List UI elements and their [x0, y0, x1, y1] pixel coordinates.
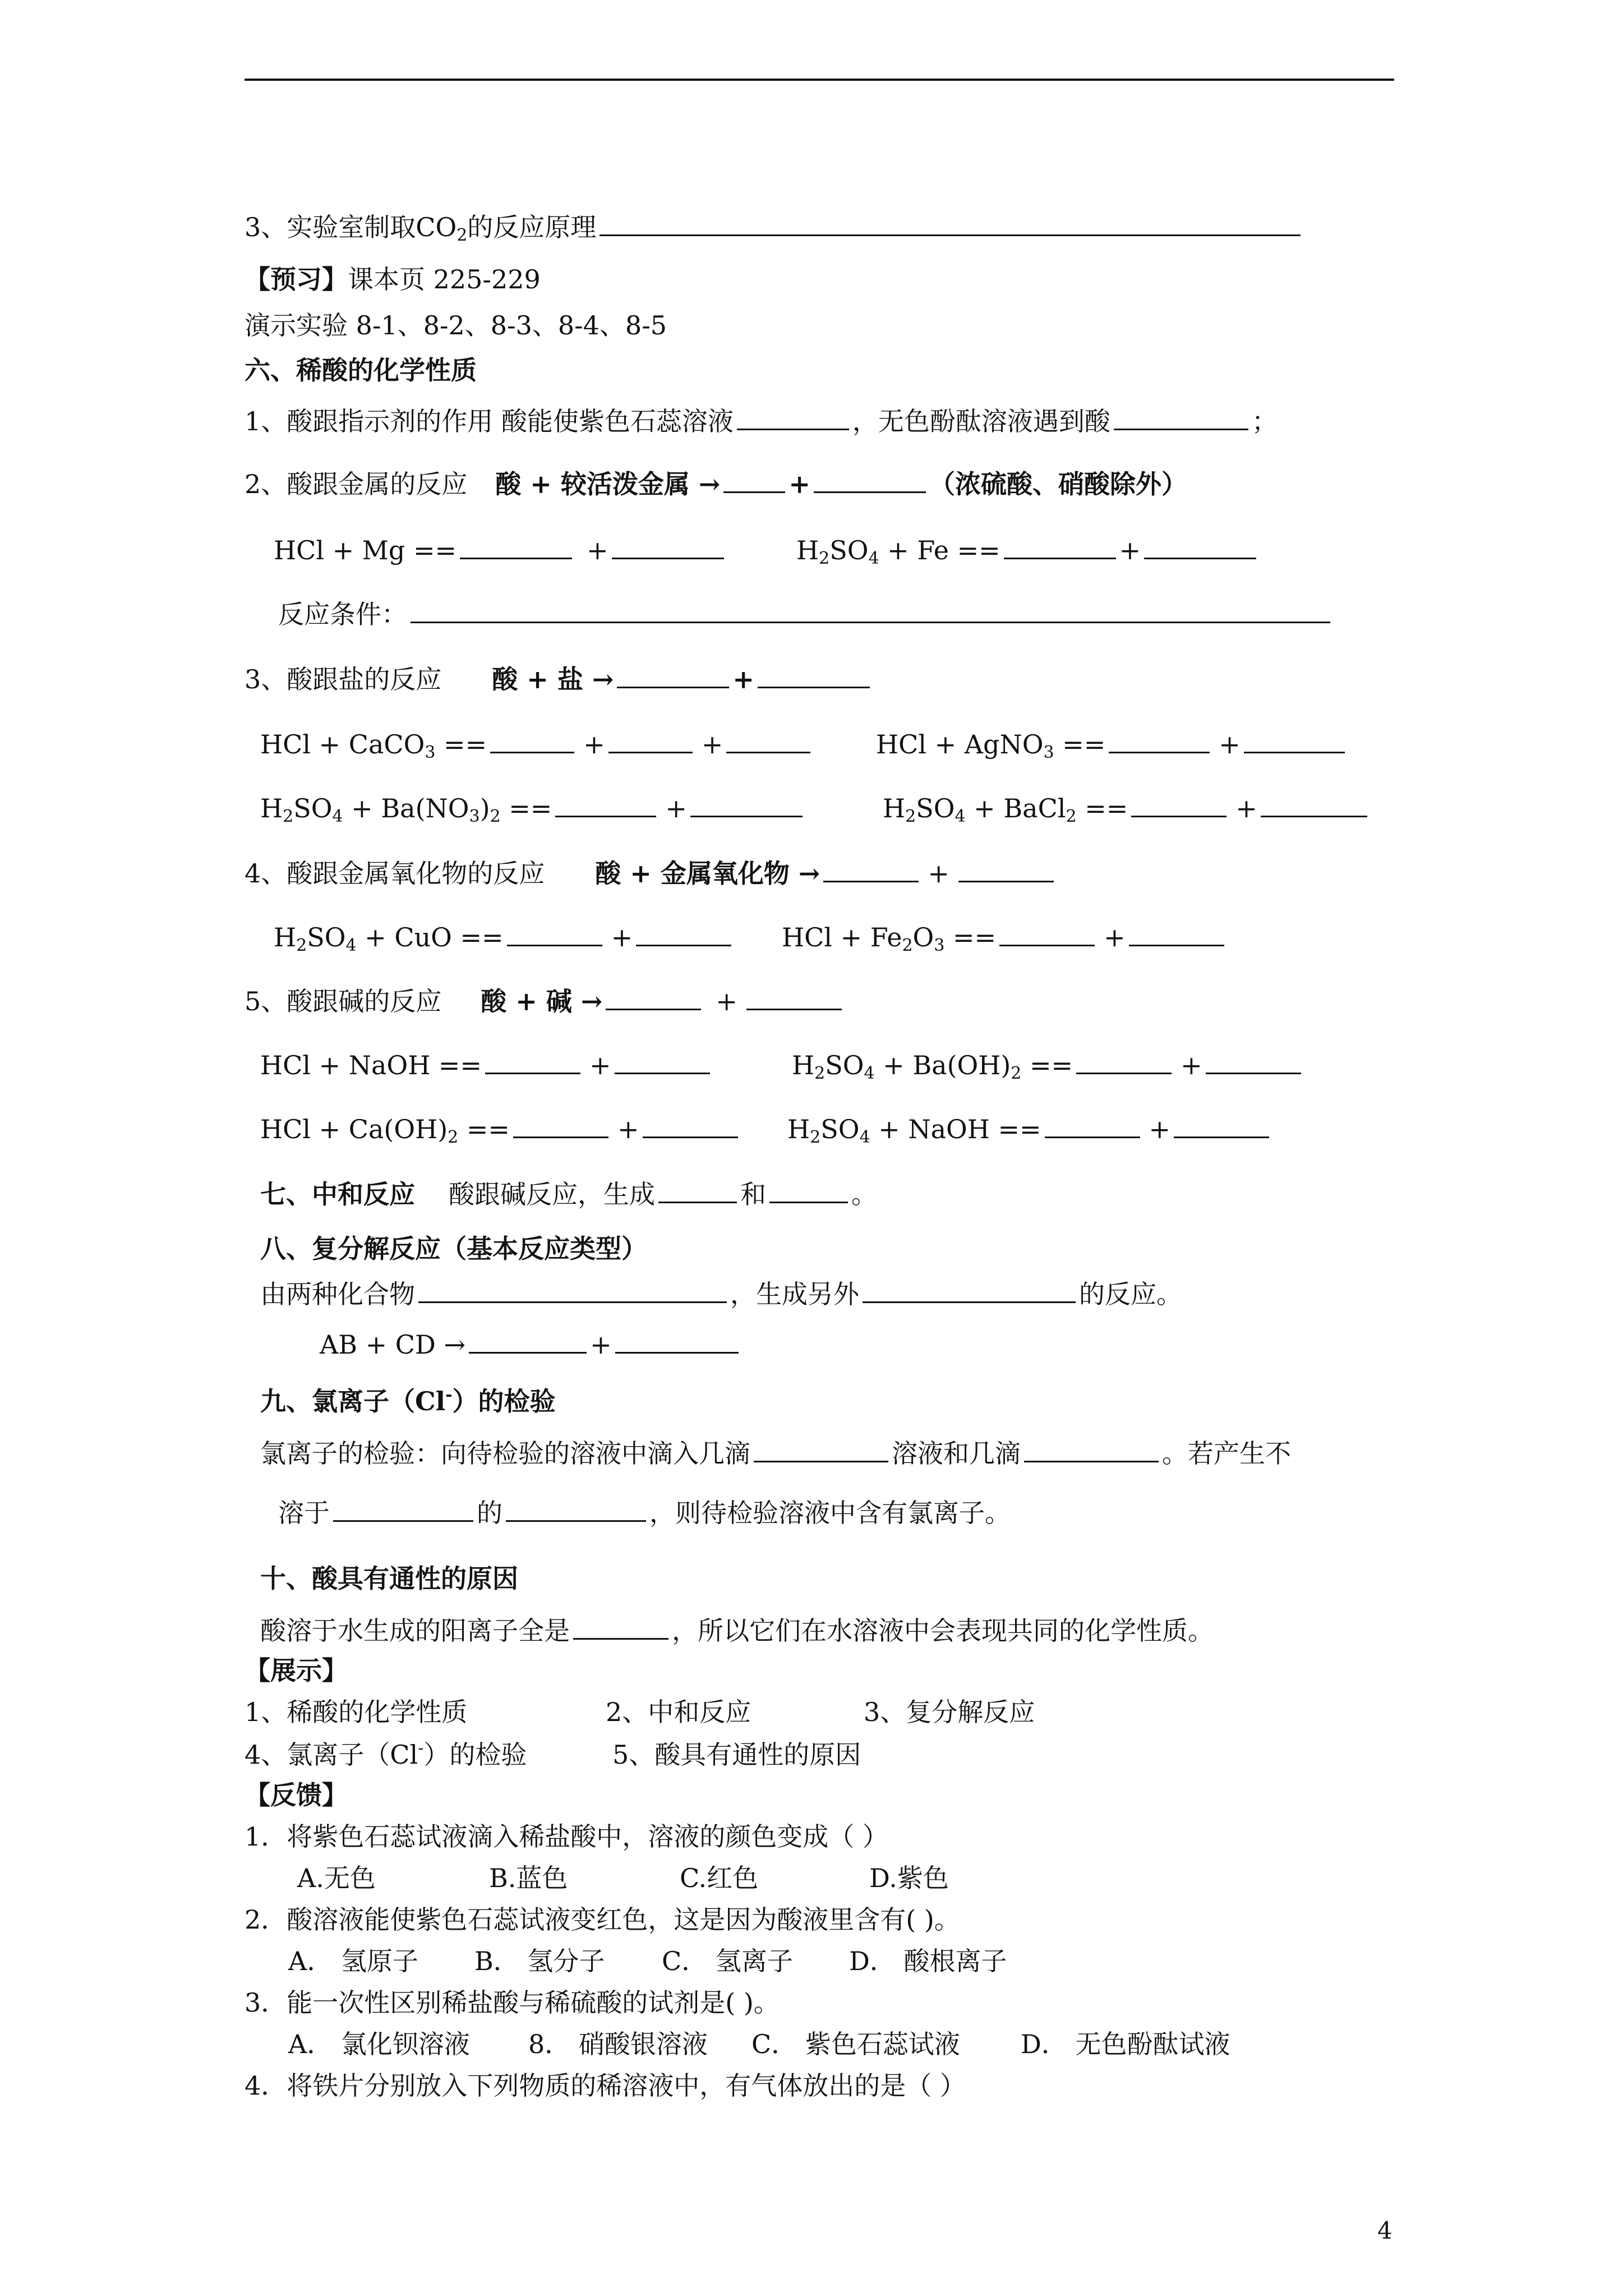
question-4: 4．将铁片分别放入下列物质的稀溶液中，有气体放出的是（ ） [245, 2070, 966, 2101]
neutralization-line: 七、中和反应 酸跟碱反应，生成 和 。 [260, 1177, 877, 1211]
answer-blank[interactable] [615, 1327, 739, 1354]
answer-blank[interactable] [1076, 1048, 1172, 1074]
equation-hcl-agno3: HCl + AgNO$_3$ == + [876, 727, 1348, 761]
q3-option-b[interactable]: 8． 硝酸银溶液 [528, 2029, 708, 2059]
preview-line: 【预习】课本页 225-229 [245, 264, 541, 295]
q3-option-d[interactable]: D． 无色酚酞试液 [1021, 2029, 1230, 2059]
answer-blank[interactable] [1144, 533, 1256, 559]
show-item-4: 4、氯离子（Cl-）的检验 [245, 1738, 527, 1770]
answer-blank[interactable] [1129, 920, 1224, 946]
answer-blank[interactable] [999, 920, 1095, 946]
answer-blank[interactable] [1045, 1112, 1140, 1138]
q1-option-a[interactable]: A.无色 [297, 1863, 376, 1893]
answer-blank[interactable] [754, 1436, 888, 1462]
question-1: 1．将紫色石蕊试液滴入稀盐酸中，溶液的颜色变成（ ） [245, 1821, 888, 1852]
equation-hcl-mg: HCl + Mg == + [274, 533, 727, 567]
answer-blank[interactable] [608, 727, 693, 753]
equation-hcl-naoh: HCl + NaOH == + [260, 1048, 713, 1082]
section-6-heading: 六、稀酸的化学性质 [245, 355, 477, 385]
answer-blank[interactable] [1024, 1436, 1159, 1462]
reaction-condition: 反应条件： [278, 597, 1334, 631]
section-8-heading: 八、复分解反应（基本反应类型） [260, 1234, 647, 1264]
equation-h2so4-baoh2: $H_2SO_4 + Ba(OH)_2$ == + [792, 1048, 1304, 1082]
answer-blank[interactable] [1244, 727, 1345, 753]
answer-blank[interactable] [506, 1496, 646, 1522]
header-rule [245, 79, 1394, 81]
answer-blank[interactable] [1114, 404, 1248, 430]
chloride-test-line-1: 氯离子的检验：向待检验的溶液中滴入几滴 溶液和几滴 。若产生不 [260, 1436, 1291, 1470]
double-decomposition-equation: AB + CD → + [320, 1327, 742, 1361]
answer-blank[interactable] [726, 727, 810, 753]
acid-metal-line: 2、酸跟金属的反应 酸 + 较活泼金属 → + （浓硫酸、硝酸除外） [245, 467, 1187, 501]
answer-blank[interactable] [958, 856, 1054, 882]
demo-line: 演示实验 8-1、8-2、8-3、8-4、8-5 [245, 310, 667, 341]
answer-blank[interactable] [1261, 791, 1367, 817]
answer-blank[interactable] [490, 727, 574, 753]
answer-blank[interactable] [863, 1277, 1076, 1303]
answer-blank[interactable] [643, 1112, 738, 1138]
answer-blank[interactable] [758, 662, 870, 688]
answer-blank[interactable] [746, 984, 842, 1010]
q3-option-c[interactable]: C． 紫色石蕊试液 [751, 2029, 960, 2059]
q1-option-c[interactable]: C.红色 [680, 1863, 759, 1893]
answer-blank[interactable] [573, 1613, 668, 1640]
question-co2-principle: 3、实验室制取$CO_2$的反应原理 [245, 210, 1304, 244]
answer-blank[interactable] [617, 662, 729, 688]
acid-metal-oxide-line: 4、酸跟金属氧化物的反应 酸 + 金属氧化物 → + [245, 856, 1057, 890]
answer-blank[interactable] [615, 1048, 710, 1074]
show-item-2: 2、中和反应 [606, 1697, 751, 1727]
show-heading: 【展示】 [245, 1655, 348, 1686]
equation-hcl-caco3: HCl + CaCO$_3$ == + + [260, 727, 814, 761]
acid-common-property-line: 酸溶于水生成的阳离子全是 ，所以它们在水溶液中会表现共同的化学性质。 [260, 1613, 1214, 1648]
answer-blank[interactable] [485, 1048, 580, 1074]
chloride-test-line-2: 溶于 的 ，则待检验溶液中含有氯离子。 [278, 1496, 1011, 1530]
q3-option-a[interactable]: A． 氯化钡溶液 [288, 2029, 470, 2059]
section-10-heading: 十、酸具有通性的原因 [260, 1563, 518, 1594]
answer-blank[interactable] [769, 1177, 848, 1203]
equation-h2so4-naoh: $H_2SO_4$ + NaOH == + [787, 1112, 1272, 1146]
question-2: 2．酸溶液能使紫色石蕊试液变红色，这是因为酸液里含有( )。 [245, 1904, 960, 1935]
answer-blank[interactable] [723, 467, 785, 493]
answer-blank[interactable] [1131, 791, 1227, 817]
section-9-heading: 九、氯离子（Cl-）的检验 [260, 1385, 556, 1416]
feedback-heading: 【反馈】 [245, 1780, 348, 1810]
answer-blank[interactable] [737, 404, 849, 430]
answer-blank[interactable] [606, 984, 701, 1010]
answer-blank[interactable] [460, 533, 572, 559]
q1-option-d[interactable]: D.紫色 [869, 1863, 949, 1893]
equation-h2so4-bacl2: $H_2SO_4$ + BaCl$_2$ == + [883, 791, 1371, 825]
answer-blank[interactable] [690, 791, 803, 817]
equation-h2so4-fe: $H_2SO_4 + Fe$ == + [796, 533, 1260, 567]
answer-blank[interactable] [1206, 1048, 1301, 1074]
q2-option-b[interactable]: B． 氢分子 [474, 1946, 605, 1976]
answer-blank[interactable] [814, 467, 926, 493]
answer-blank[interactable] [469, 1327, 587, 1354]
acid-salt-line: 3、酸跟盐的反应 酸 + 盐 → + [245, 662, 873, 696]
equation-hcl-fe2o3: HCl + $Fe_2O_3$ == + [782, 920, 1228, 954]
answer-blank[interactable] [600, 210, 1301, 236]
answer-blank[interactable] [612, 533, 724, 559]
q2-option-d[interactable]: D． 酸根离子 [849, 1946, 1007, 1976]
equation-hcl-caoh2: HCl + $Ca(OH)_2$ == + [260, 1112, 741, 1146]
answer-blank[interactable] [1174, 1112, 1269, 1138]
answer-blank[interactable] [507, 920, 602, 946]
equation-h2so4-cuo: $H_2SO_4$ + CuO == + [274, 920, 735, 954]
equation-h2so4-bano3: $H_2SO_4 + Ba(NO_3)_2$ == + [260, 791, 806, 825]
answer-blank[interactable] [658, 1177, 737, 1203]
answer-blank[interactable] [1004, 533, 1116, 559]
answer-blank[interactable] [513, 1112, 608, 1138]
q1-option-b[interactable]: B.蓝色 [489, 1863, 568, 1893]
show-item-5: 5、酸具有通性的原因 [612, 1740, 861, 1770]
question-3: 3．能一次性区别稀盐酸与稀硫酸的试剂是( )。 [245, 1987, 780, 2018]
answer-blank[interactable] [823, 856, 919, 882]
answer-blank[interactable] [418, 1277, 727, 1303]
answer-blank[interactable] [411, 597, 1330, 623]
answer-blank[interactable] [555, 791, 656, 817]
answer-blank[interactable] [636, 920, 731, 946]
q2-option-c[interactable]: C． 氢离子 [662, 1946, 793, 1976]
acid-indicator-line: 1、酸跟指示剂的作用 酸能使紫色石蕊溶液 ，无色酚酞溶液遇到酸 ； [245, 404, 1278, 438]
answer-blank[interactable] [333, 1496, 473, 1522]
show-item-3: 3、复分解反应 [864, 1697, 1035, 1727]
answer-blank[interactable] [1109, 727, 1210, 753]
show-item-1: 1、稀酸的化学性质 [245, 1697, 468, 1727]
double-decomposition-definition: 由两种化合物 ，生成另外 的反应。 [260, 1277, 1182, 1311]
q2-option-a[interactable]: A． 氢原子 [288, 1946, 418, 1976]
acid-base-line: 5、酸跟碱的反应 酸 + 碱 → + [245, 984, 845, 1018]
page-number: 4 [1377, 2217, 1393, 2244]
